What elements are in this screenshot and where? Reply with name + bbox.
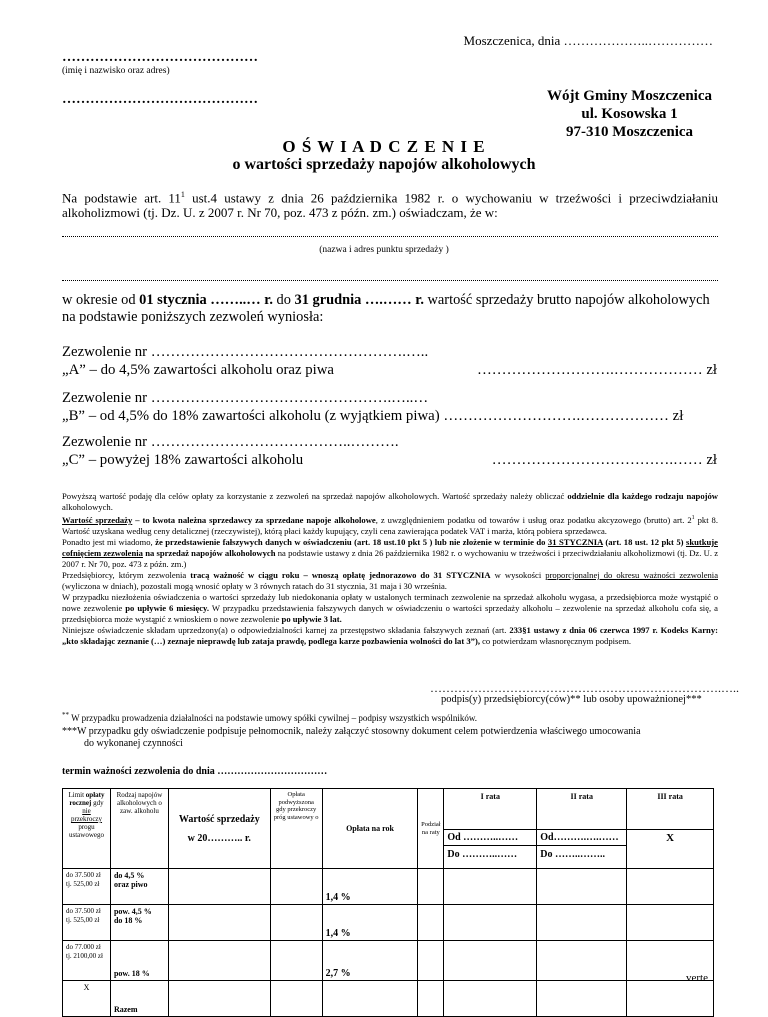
page-footer-verte: verte	[686, 972, 708, 984]
row-type	[110, 905, 168, 941]
row-rata-2[interactable]	[537, 981, 627, 1017]
header-value	[168, 789, 270, 869]
rata-2-title: II rata	[570, 792, 593, 801]
row-type-unit: %	[136, 871, 145, 880]
recipient-line: ul. Kosowska 1	[581, 106, 678, 122]
row-type-unit: %	[141, 969, 150, 978]
note-text: Wartość sprzedaży	[62, 514, 133, 525]
name-address-caption: (imię i nazwisko oraz adres)	[62, 66, 170, 76]
note-text: pkt 8. Wartość uzyskana według ceny detalicznej (rzeczywistej), którą płaci każdy kupujący, czyli cena zawierająca podatek VAT i marża, którą pobiera sprzedawca.	[62, 514, 719, 536]
rata-3-title: III rata	[657, 792, 683, 801]
note-text: W przypadku niezłożenia oświadczenia o wartości sprzedaży lub niedokonania opłaty w ustalonych terminach zezwolenie na sprzedaż alkoholu wygasa, a przedsiębiorca może wystąpić o nowe zezwolenie	[62, 591, 718, 613]
header-split: Podział na raty	[418, 789, 444, 869]
shop-name-field[interactable]	[62, 236, 718, 237]
row-fee[interactable]	[270, 869, 322, 905]
permit-a-desc: „A” – do 4,5% zawartości alkoholu oraz piwa	[62, 362, 335, 378]
recipient-line: 97-310 Moszczenica	[565, 124, 694, 140]
header-rata-2	[537, 789, 627, 869]
header-rata-1	[444, 789, 537, 869]
note-text: , z uwzględnieniem podatku od towarów i usług oraz podatku akcyzowego (brutto) art. 2	[375, 514, 692, 525]
header-limit-text: opłaty rocznej	[69, 791, 105, 807]
permit-a	[62, 343, 722, 379]
intro-text: ust.4 ustawy z dnia 26 października 1982 r. o wychowaniu w trzeźwości i przeciwdziałaniu alkoholizmowi (tj. Dz. U. z 2007 r. Nr 70, poz. 473 z późn. zm.) oświadczam, że w:	[62, 190, 718, 221]
shop-caption: (nazwa i adres punktu sprzedaży )	[319, 245, 449, 255]
permit-c-number[interactable]: Zezwolenie nr …………………………………..……….	[62, 434, 399, 450]
row-type-text: do 4,5	[113, 871, 137, 880]
row-rata-1[interactable]	[444, 869, 537, 905]
note-text: po upływie 6 miesięcy.	[125, 602, 210, 613]
signature-caption: podpis(y) przedsiębiorcy(ców)** lub osoby upoważnionej***	[441, 694, 702, 705]
row-fee[interactable]	[270, 981, 322, 1017]
row-type-text: pow. 18	[113, 969, 142, 978]
header-limit-text: Limit	[68, 791, 86, 799]
row-type	[110, 941, 168, 981]
note-text: – to kwota należna sprzedawcy za sprzedane napoje alkoholowe	[132, 514, 376, 525]
row-rata-2[interactable]	[537, 905, 627, 941]
header-limit	[63, 789, 111, 869]
table-row	[63, 941, 714, 981]
note-text: skutkuje cofnięciem zezwolenia	[62, 536, 718, 558]
row-rata-3[interactable]	[627, 905, 714, 941]
name-address-field[interactable]: ……………………………………	[62, 50, 258, 65]
header-limit-text: nie przekroczy	[70, 807, 103, 823]
note-text: na sprzedaż napojów alkoholowych	[142, 547, 276, 558]
note-text: 233§1 ustawy z dnia 06 czerwca 1997 r. Kodeks Karny: „kto składając zeznanie (…) zeznaje nieprawdę lub zataja prawdę, podlega karze pozbawienia wolności do lat 3”),	[62, 624, 718, 646]
note-text: tracą ważność w ciągu roku – wnoszą opłatę jednorazowo do 31 STYCZNIA	[190, 569, 491, 580]
row-type	[110, 869, 168, 905]
row-fee[interactable]	[270, 905, 322, 941]
row-rata-1[interactable]	[444, 905, 537, 941]
signature-field[interactable]: ……………………………………………………………….…..	[430, 681, 739, 695]
footnote-2	[62, 726, 641, 750]
note-text: w wysokości	[490, 569, 546, 580]
header-limit-text: progu ustawowego	[68, 823, 104, 839]
table-caption: termin ważności zezwolenia do dnia ……………………………	[62, 766, 328, 777]
permit-c	[62, 433, 722, 469]
row-split[interactable]	[418, 981, 444, 1017]
document-subtitle: o wartości sprzedaży napojów alkoholowych	[232, 156, 536, 173]
period-text: do	[272, 292, 295, 308]
row-value[interactable]	[168, 941, 270, 981]
permit-a-number[interactable]: Zezwolenie nr …………………………………………….…..	[62, 344, 429, 360]
row-rata-1[interactable]	[444, 941, 537, 981]
period-text: wartość sprzedaży brutto napojów alkoholowych	[423, 292, 710, 308]
row-value[interactable]	[168, 981, 270, 1017]
permit-c-amount[interactable]: ……………………………….…… zł	[491, 452, 717, 468]
row-type-text: oraz piwo	[113, 880, 148, 889]
header-value-year[interactable]: w 20……….. r.	[187, 832, 251, 844]
row-type-unit: %	[143, 907, 152, 916]
header-yearfee: Opłata na rok	[322, 789, 418, 869]
note-text: co potwierdzam własnoręcznym podpisem.	[479, 635, 632, 646]
row-fee[interactable]	[270, 941, 322, 981]
note	[62, 625, 718, 647]
row-type-unit: %	[134, 916, 143, 925]
table-total-row	[63, 981, 714, 1017]
intro-paragraph	[62, 187, 718, 220]
note-text: Ponadto jest mi wiadomo,	[62, 536, 156, 547]
row-rata-2[interactable]	[537, 869, 627, 905]
note-sup: 1	[691, 515, 695, 521]
row-limit	[63, 941, 111, 981]
header-type: Rodzaj napojów alkoholowych o zaw. alkoholu	[110, 789, 168, 869]
note-text: Niniejsze oświadczenie składam uprzedzony(a) o odpowiedzialności karnej za przestępstwo składania fałszywych zeznań (art.	[62, 624, 510, 635]
intro-text: Na podstawie art. 11	[62, 190, 181, 206]
header-fee: Opłata podwyższona gdy przekroczy próg ustawowy o	[270, 789, 322, 869]
footnote-text: W przypadku prowadzenia działalności na podstawie umowy spółki cywilnej – podpisy wszystkich wspólników.	[69, 713, 478, 723]
row-limit-text: tj. 525,00 zł	[66, 880, 100, 888]
row-value[interactable]	[168, 905, 270, 941]
row-limit-text: do 37.500 zł	[66, 871, 101, 879]
row-type-text: pow. 4,5	[113, 907, 144, 916]
rata-1-from[interactable]: Od ………..……	[444, 829, 536, 846]
permit-c-desc: „C” – powyżej 18% zawartości alkoholu	[62, 452, 304, 468]
rata-1-to[interactable]: Do ………..……	[447, 849, 518, 860]
notes	[62, 491, 718, 647]
period-to[interactable]: 31 grudnia ….…… r.	[294, 292, 424, 308]
table-header-row	[63, 789, 714, 869]
row-limit-text: do 37.500 zł	[66, 907, 101, 915]
note-text: alkoholowych.	[62, 502, 113, 512]
row-rata-2[interactable]	[537, 941, 627, 981]
rata-2-from[interactable]: Od……….….……	[537, 829, 626, 846]
table-row	[63, 869, 714, 905]
row-rata-3[interactable]	[627, 869, 714, 905]
document-title: O Ś W I A D C Z E N I E	[282, 137, 486, 156]
note-text: Przedsiębiorcy, którym zezwolenia	[62, 569, 191, 580]
footnote-text: do wykonanej czynności	[84, 738, 183, 749]
header-rata-3	[627, 789, 714, 869]
note-text: (wyliczona w dniach), pozostali mogą wnosić opłaty w 3 równych ratach do 31 stycznia, 31 maja i 30 września.	[62, 580, 447, 591]
note	[62, 491, 718, 513]
row-split[interactable]	[418, 869, 444, 905]
note-text: że przedstawienie fałszywych danych w oświadczeniu (art. 18 ust.10 pkt 5 ) lub nie złożenie w terminie do	[155, 536, 548, 547]
permit-b-number[interactable]: Zezwolenie nr ………………………………………….…..…	[62, 390, 429, 406]
rata-2-to[interactable]: Do ……..……..	[540, 849, 605, 860]
note-text: (art. 18 ust. 12 pkt 5)	[602, 536, 686, 547]
permit-a-amount[interactable]: ……………………….……………… zł	[476, 362, 717, 378]
period-paragraph	[62, 292, 732, 326]
note-text: oddzielnie dla każdego rodzaju napojów	[567, 491, 718, 501]
note	[62, 592, 718, 625]
row-limit	[63, 869, 111, 905]
row-limit	[63, 905, 111, 941]
row-limit-text: tj. 525,00 zł	[66, 916, 100, 924]
note-text: na podstawie ustawy z dnia 26 października 1982 r. o wychowaniu w trzeźwości i przeciwdziałaniu alkoholizmowi (tj. Dz. U. z 2007 r. Nr 70, poz. 473 z późn. zm.)	[62, 547, 719, 569]
rata-3-x: X	[627, 829, 713, 843]
row-limit-text: tj. 2100,00 zł	[66, 952, 103, 960]
row-rate: 2,7 %	[322, 941, 418, 981]
intro-sup: 1	[180, 190, 185, 199]
note-text: proporcjonalnej do okresu ważności zezwolenia	[545, 569, 719, 580]
row-type-total: Razem	[110, 981, 168, 1017]
period-text: w okresie od	[62, 292, 140, 308]
row-type-text: do 18	[113, 916, 135, 925]
row-limit-text: do 77.000 zł	[66, 943, 101, 951]
row-rate: 1,4 %	[322, 905, 418, 941]
row-rata-3[interactable]	[627, 981, 714, 1017]
header-value-text: Wartość sprzedaży	[178, 813, 260, 825]
row-split[interactable]	[418, 941, 444, 981]
footnote-mark: **	[62, 711, 69, 719]
note-text: 31 STYCZNIA	[547, 536, 603, 547]
permit-b	[62, 389, 722, 425]
row-limit: X	[63, 981, 111, 1017]
note	[62, 513, 718, 537]
period-from[interactable]: 01 stycznia ……..… r.	[139, 292, 273, 308]
period-text: na podstawie poniższych zezwoleń wyniosła:	[62, 309, 324, 325]
row-rate: 1,4 %	[322, 869, 418, 905]
note-text: Powyższą wartość podaję dla celów opłaty za korzystanie z zezwoleń na sprzedaż napojów alkoholowych. Wartość sprzedaży należy obliczać	[62, 491, 568, 501]
header-limit-text: gdy	[91, 799, 104, 807]
address-field[interactable]: ……………………………………	[62, 92, 258, 107]
recipient	[547, 87, 712, 141]
note	[62, 570, 718, 592]
note-text: po upływie 3 lat.	[281, 613, 342, 624]
footnote-1	[62, 711, 477, 723]
recipient-line: Wójt Gminy Moszczenica	[547, 88, 712, 104]
fee-table	[62, 788, 714, 1017]
note-text: W przypadku przedstawienia fałszywych danych w oświadczeniu o wartości sprzedaży alkoholu – zezwolenie na sprzedaż alkoholu cofa się, a przedsiębiorca może wystąpić z wnioskiem o nowe zezwolenie	[62, 602, 718, 624]
row-value[interactable]	[168, 869, 270, 905]
footnote-text: ***W przypadku gdy oświadczenie podpisuje pełnomocnik, należy załączyć stosowny dokument celem potwierdzenia właściwego umocowania	[62, 726, 641, 737]
shop-address-field[interactable]	[62, 280, 718, 281]
table-row	[63, 905, 714, 941]
note	[62, 537, 718, 570]
permit-b-desc[interactable]: „B” – od 4,5% do 18% zawartości alkoholu (z wyjątkiem piwa) ……………………….……………… zł	[62, 408, 684, 424]
row-rata-1[interactable]	[444, 981, 537, 1017]
rata-1-title: I rata	[480, 792, 500, 801]
place-date: Moszczenica, dnia ………………..……………	[463, 33, 713, 48]
row-rate[interactable]	[322, 981, 418, 1017]
row-split[interactable]	[418, 905, 444, 941]
